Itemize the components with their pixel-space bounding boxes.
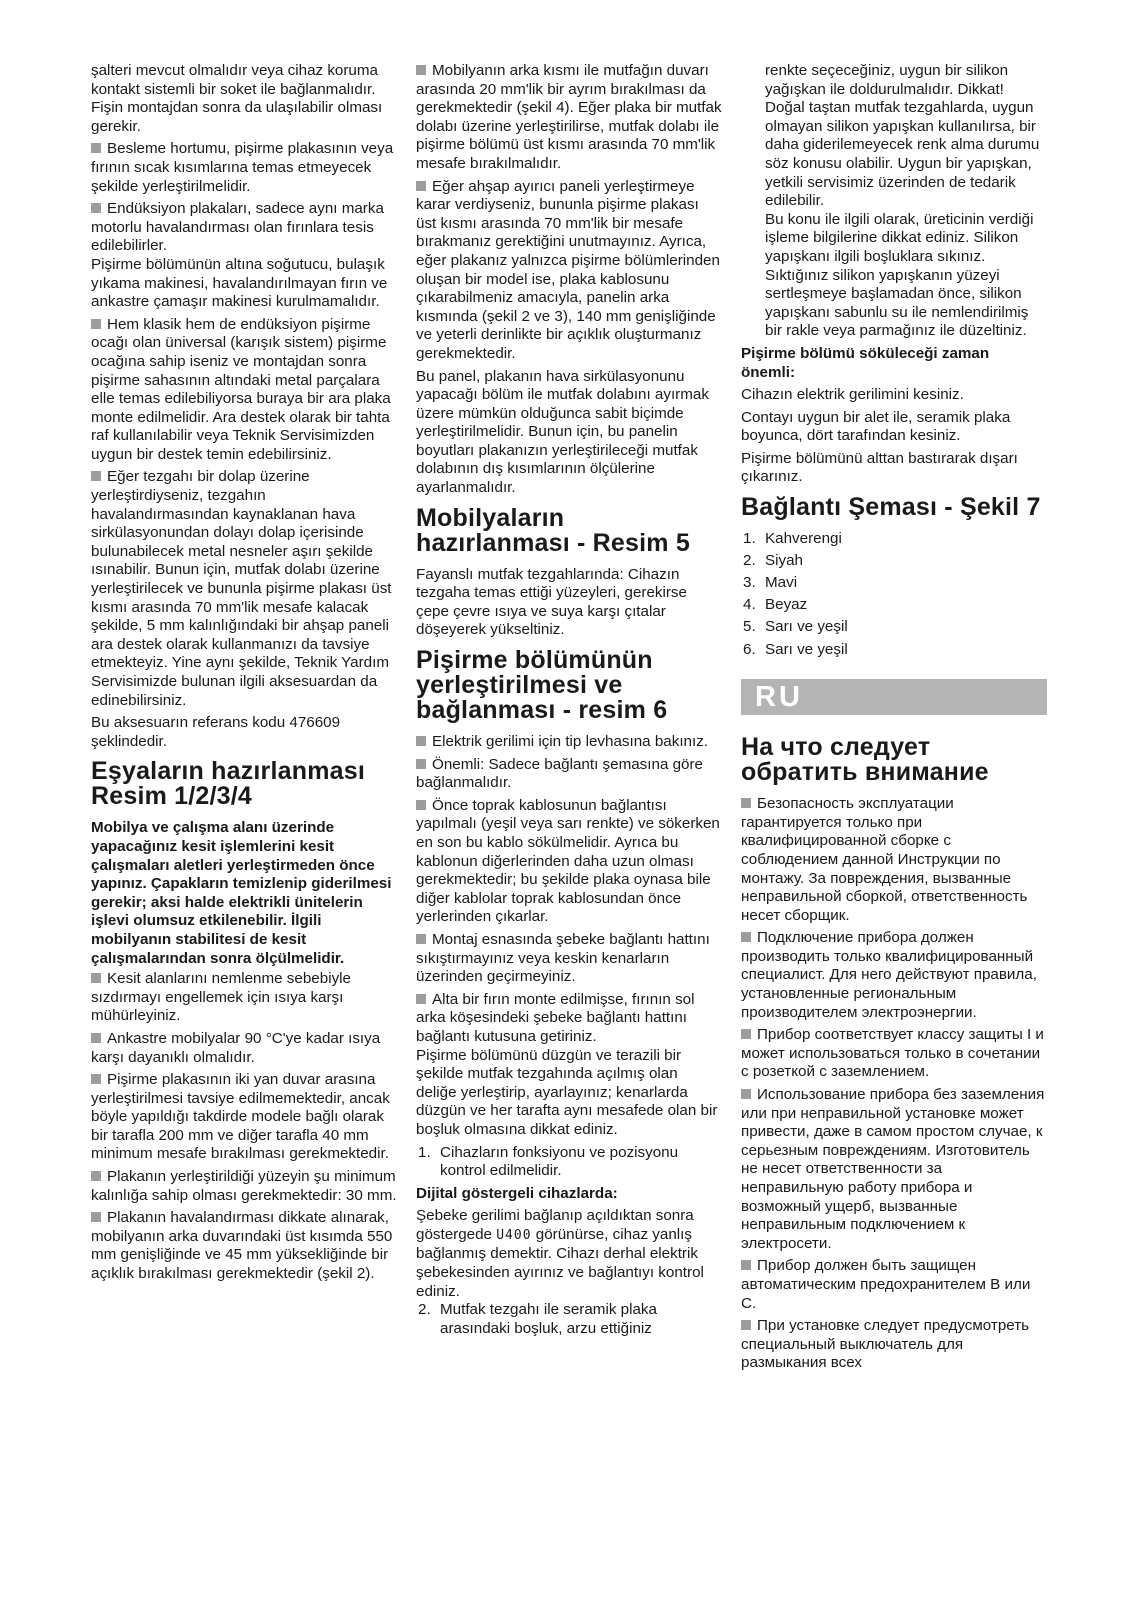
- bullet-paragraph: Elektrik gerilimi için tip levhasına bakınız.: [416, 733, 722, 752]
- display-code: U400: [496, 1227, 532, 1243]
- paragraph: Sıktığınız silikon yapışkanın yüzeyi sertleşmeye başlamadan önce, silikon yapışkanı sabunlu su ile nemlendirilmiş bir rakle veya parmağınız ile düzeltiniz.: [765, 266, 1029, 340]
- bullet-paragraph: Eğer tezgahı bir dolap üzerine yerleştirdiyseniz, tezgahın havalandırmasından kaynaklanan hava sirkülasyonundan dolayı dolap içerisinde bulunabilecek metal nesneler aşırı şekilde ısınabilir. Bunun için, mutfak dolabı üzerine yerleştirilecek ve bununla pişirme plakası üst kısmı arasında 70 mm'lik mesafe kalacak şekilde, 5 mm kalınlığındaki bir ahşap paneli ara destek olarak kullanmanızı da tavsiye etmekteyiz. Yine aynı şekilde, Teknik Yardım Servisimizde bulunan ilgili aksesuardan da edinebilirsiniz.: [91, 468, 392, 709]
- section-heading: Bağlantı Şeması - Şekil 7: [741, 493, 1041, 522]
- paragraph: Bu panel, plakanın hava sirkülasyonunu yapacağı bölüm ile mutfak dolabını ayırmak üzere mümkün olduğunca sabit biçimde yerleştirilmelidir. Bunun için, bu panelin boyutları plakanızın yerleştirileceği mutfak dolabının dış kısımlarının ölçülerine ayarlanmalıdır.: [416, 367, 709, 497]
- section-heading: Eşyaların hazırlanması Resim 1/2/3/4: [91, 757, 365, 811]
- bullet-paragraph: Endüksiyon plakaları, sadece aynı marka motorlu havalandırması olan fırınlara tesis edilebilirler.: [91, 200, 384, 255]
- numbered-list: [416, 1301, 722, 1338]
- paragraph: renkte seçeceğiniz, uygun bir silikon yağışkan ile doldurulmalıdır. Dikkat! Doğal taştan mutfak tezgahlarda, uygun olmayan silikon yapışkan kullanılırsa, bir daha giderilemeyecek renk alma durumu söz konusu olabilir. Uygun bir yapışkan, yetkili servisimiz üzerinden de tedarik edilebilir.: [765, 62, 1040, 210]
- paragraph: Şebeke gerilimi bağlanıp açıldıktan sonra göstergede U400 görünürse, cihaz yanlış bağlanmış demektir. Cihazı derhal elektrik şebekesinden ayırınız ve bağlantıyı kontrol ediniz.: [416, 1207, 704, 1300]
- square-bullet-icon: [416, 994, 426, 1004]
- bullet-paragraph: Montaj esnasında şebeke bağlantı hattını sıkıştırmayınız veya keskin kenarların üzerinden geçirmeyiniz.: [416, 930, 710, 986]
- square-bullet-icon: [741, 1029, 751, 1039]
- paragraph: Pişirme bölümünü düzgün ve terazili bir şekilde mutfak tezgahında açılmış olan deliğe yerleştirip, ayarlayınız; kenarlarda düzgün ve her tarafta aynı mesafede olan bir boşluk olmasına dikkat ediniz.: [416, 1046, 718, 1138]
- square-bullet-icon: [91, 203, 101, 213]
- paragraph: Contayı uygun bir alet ile, seramik plaka boyunca, dört tarafından kesiniz.: [741, 408, 1011, 445]
- square-bullet-icon: [741, 798, 751, 808]
- paragraph: Bu konu ile ilgili olarak, üreticinin verdiği işleme bilgilerine dikkat ediniz. Silikon yapışkanı ilgili boşluklara sıkınız.: [765, 210, 1034, 265]
- square-bullet-icon: [741, 1089, 751, 1099]
- bullet-paragraph: Kesit alanlarını nemlenme sebebiyle sızdırmayı engellemek için ısıya karşı mühürleyiniz.: [91, 970, 351, 1025]
- square-bullet-icon: [416, 934, 426, 944]
- paragraph: şalteri mevcut olmalıdır veya cihaz koruma kontakt sistemli bir soket ile bağlanmalıdır. Fişin montajdan sonra da ulaşılabilir olması gerekir.: [91, 62, 383, 135]
- list-item: 5. Sarı ve yeşil: [743, 618, 848, 636]
- bullet-paragraph: Besleme hortumu, pişirme plakasının veya fırının sıcak kısımlarına temas etmeyecek şekilde yerleştirilmelidir.: [91, 140, 394, 195]
- bullet-paragraph: Mobilyanın arka kısmı ile mutfağın duvarı arasında 20 mm'lik bir ayrım bırakılması da gerekmektedir (şekil 4). Eğer plaka bir mutfak dolabı üzerine yerleştirilirse, mutfak dolabı ile pişirme bölümü üst kısmı arasında 70 mm'lik mesafe bırakılmalıdır.: [416, 62, 722, 172]
- bullet-paragraph: Plakanın havalandırması dikkate alınarak, mobilyanın arka duvarındaki üst kısımda 550 mm genişliğinde ve 45 mm yüksekliğinde bir açıklık bırakılması gerekmektedir (şekil 2).: [91, 1209, 393, 1283]
- bullet-paragraph: Прибор должен быть защищен автоматическим предохранителем В или С.: [741, 1257, 1031, 1312]
- paragraph: Cihazın elektrik gerilimini kesiniz.: [741, 386, 964, 404]
- square-bullet-icon: [416, 759, 426, 769]
- square-bullet-icon: [91, 143, 101, 153]
- bullet-paragraph: Hem klasik hem de endüksiyon pişirme ocağı olan üniversal (karışık sistem) pişirme ocağına sahip iseniz ve montajdan sonra pişirme sahasının altındaki metal parçalara elle temas edilebiliyorsa buraya bir ara plaka monte edilmelidir. Ara destek olarak bir tahta raf kullanılabilir veya Teknik Servisimizden uygun bir destek temin edebilirsiniz.: [91, 315, 391, 463]
- square-bullet-icon: [91, 1074, 101, 1084]
- list-item: 1. Cihazların fonksiyonu ve pozisyonu kontrol edilmelidir.: [418, 1143, 679, 1180]
- square-bullet-icon: [91, 973, 101, 983]
- list-item: 2. Mutfak tezgahı ile seramik plaka arasındaki boşluk, arzu ettiğiniz: [418, 1301, 657, 1337]
- list-item: 6. Sarı ve yeşil: [743, 640, 848, 658]
- square-bullet-icon: [741, 932, 751, 942]
- paragraph: Bu aksesuarın referans kodu 476609 şeklindedir.: [91, 714, 341, 750]
- square-bullet-icon: [91, 1171, 101, 1181]
- paragraph: Pişirme bölümünü alttan bastırarak dışarı çıkarınız.: [741, 449, 1018, 486]
- bullet-paragraph: Безопасность эксплуатации гарантируется только при квалифицированной сборке с соблюдением данной Инструкции по монтажу. За повреждения, вызванные неправильной сборкой, ответственность несет сборщик.: [741, 795, 1028, 924]
- square-bullet-icon: [91, 1212, 101, 1222]
- bullet-paragraph: Pişirme plakasının iki yan duvar arasına yerleştirilmesi tavsiye edilmemektedir, ancak böyle yapıldığı takdirde modele bağlı olarak bir tarafla 200 mm ve diğer tarafla 40 mm minimum mesafe bırakılması gerekmektedir.: [91, 1071, 390, 1163]
- list-item: 4. Beyaz: [743, 596, 808, 614]
- section-heading: Mobilyaların hazırlanması - Resim 5: [416, 503, 690, 557]
- numbered-list: [416, 1144, 722, 1181]
- square-bullet-icon: [416, 181, 426, 191]
- bullet-paragraph: Plakanın yerleştirildiği yüzeyin şu minimum kalınlığa sahip olması gerekmektedir: 30 mm.: [91, 1168, 397, 1204]
- language-bar: [741, 679, 1047, 715]
- column-3: [741, 62, 1047, 1377]
- square-bullet-icon: [416, 800, 426, 810]
- list-item: 3. Mavi: [743, 574, 798, 592]
- square-bullet-icon: [741, 1260, 751, 1270]
- bullet-paragraph: Eğer ahşap ayırıcı paneli yerleştirmeye karar verdiyseniz, bununla pişirme plakası üst kısmı arasında 70 mm'lik bir mesafe bırakmanız gerektiğini unutmayınız. Ayrıca, eğer plakanız yalnızca pişirme bölümlerinden oluşan bir model ise, plaka kablosunu çıkarabilmeniz amacıyla, panelin arka kısmında (şekil 2 ve 3), 140 mm genişliğinde ve yeterli derinlikte bir açıklık oluşturmanız gerekmektedir.: [416, 177, 720, 362]
- language-label: RU: [755, 681, 803, 714]
- list-item: 2. Siyah: [743, 552, 803, 570]
- subheading: Dijital göstergeli cihazlarda:: [416, 1184, 618, 1202]
- section-heading: На что следует обратить внимание: [741, 733, 989, 787]
- square-bullet-icon: [416, 736, 426, 746]
- bullet-paragraph: Önce toprak kablosunun bağlantısı yapılmalı (yeşil veya sarı renkte) ve sökerken en son bu kablo sökülmelidir. Ayrıca bu kablonun diğerlerinden daha uzun olması gerekmektedir; bu şekilde plaka oynasa bile diğer kablolar toprak kablosundan önce yerlerinden çıkarlar.: [416, 796, 720, 926]
- bullet-paragraph: Подключение прибора должен производить только квалифицированный специалист. Для него действуют правила, установленные региональным производителем электроэнергии.: [741, 929, 1037, 1021]
- square-bullet-icon: [91, 1033, 101, 1043]
- bullet-paragraph: Alta bir fırın monte edilmişse, fırının sol arka köşesindeki şebeke bağlantı hattını bağlantı kutusuna getiriniz.: [416, 990, 695, 1045]
- bullet-paragraph: Ankastre mobilyalar 90 °C'ye kadar ısıya karşı dayanıklı olmalıdır.: [91, 1029, 381, 1066]
- bold-paragraph: Mobilya ve çalışma alanı üzerinde yapacağınız kesit işlemlerini kesit çalışmaları aletleri yerleştirmeden önce yapınız. Çapakların temizlenip giderilmesi gerekir; aksi halde elektrikli ünitelerin işlevi olumsuz etkilenebilir. İlgili mobilyanın stabilitesi de kesit çalışmalarından sonra ölçülmelidir.: [91, 819, 392, 967]
- column-1: [91, 62, 397, 1288]
- column-2: [416, 62, 722, 1342]
- subheading: Pişirme bölümü söküleceği zaman önemli:: [741, 344, 990, 381]
- paragraph: Pişirme bölümünün altına soğutucu, bulaşık yıkama makinesi, havalandırılmayan fırın ve ankastre çamaşır makinesi kurulmamalıdır.: [91, 255, 388, 311]
- square-bullet-icon: [416, 65, 426, 75]
- square-bullet-icon: [741, 1320, 751, 1330]
- section-heading: Pişirme bölümünün yerleştirilmesi ve bağlanması - resim 6: [416, 646, 668, 725]
- list-item: 1. Kahverengi: [743, 530, 842, 548]
- bullet-paragraph: Прибор соответствует классу защиты I и может использоваться только в сочетании с розеткой с заземлением.: [741, 1026, 1044, 1081]
- bullet-paragraph: Использование прибора без заземления или при неправильной установке может привести, даже в самом простом случае, к серьезным повреждениям. Изготовитель не несет ответственности за неправильную работу прибора и возможный ущерб, вызванные неправильным подключением к электросети.: [741, 1086, 1045, 1252]
- bullet-paragraph: Önemli: Sadece bağlantı şemasına göre bağlanmalıdır.: [416, 755, 704, 792]
- square-bullet-icon: [91, 319, 101, 329]
- bullet-paragraph: При установке следует предусмотреть специальный выключатель для размыкания всех: [741, 1317, 1030, 1372]
- square-bullet-icon: [91, 471, 101, 481]
- connection-list: [741, 530, 1047, 659]
- paragraph: Fayanslı mutfak tezgahlarında: Cihazın tezgaha temas ettiği yüzeyleri, gerekirse çepe çevre ısıya ve suya karşı çıtalar döşeyerek yükseltiniz.: [416, 565, 687, 639]
